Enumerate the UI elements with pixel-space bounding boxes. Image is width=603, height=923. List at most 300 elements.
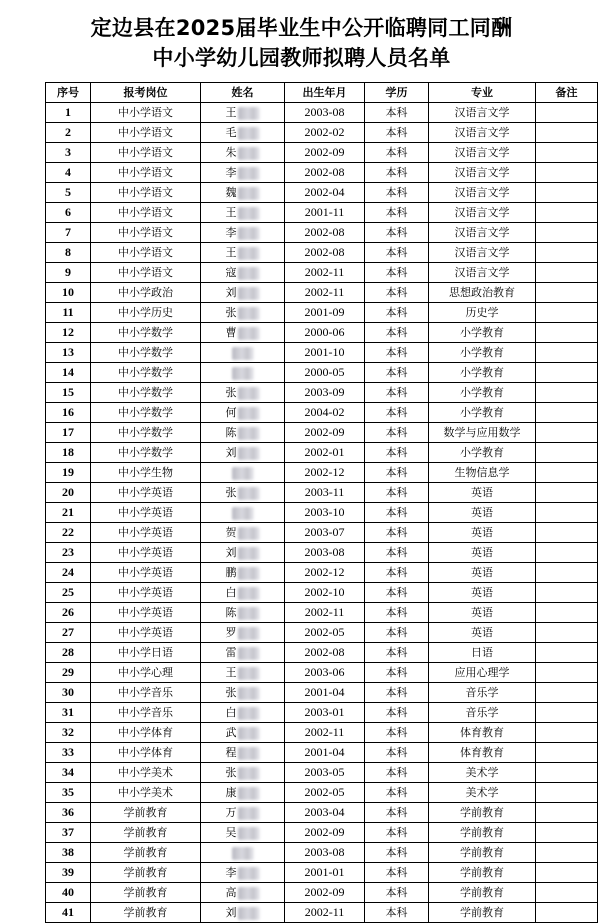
row-birth: 2003-08 [285,843,365,863]
row-name [201,863,285,883]
row-note [536,303,598,323]
row-birth: 2002-01 [285,443,365,463]
row-name [201,183,285,203]
document-title-line2: 中小学幼儿园教师拟聘人员名单 [152,46,451,70]
row-number: 16 [46,403,91,423]
row-education: 本科 [365,743,429,763]
row-number: 36 [46,803,91,823]
row-note [536,123,598,143]
redaction-blur [238,747,260,760]
row-birth: 2002-08 [285,223,365,243]
row-name-text: 刘 [225,446,237,459]
row-number: 41 [46,903,91,923]
row-name [201,903,285,923]
row-birth: 2001-09 [285,303,365,323]
row-number: 6 [46,203,91,223]
row-post: 中小学数学 [91,443,201,463]
table-row [46,903,598,923]
row-birth: 2003-01 [285,703,365,723]
row-major: 音乐学 [429,683,536,703]
redaction-blur [238,127,260,140]
row-post: 中小学语文 [91,123,201,143]
table-row [46,123,598,143]
row-major: 英语 [429,603,536,623]
table-row [46,103,598,123]
row-education: 本科 [365,283,429,303]
row-name [201,323,285,343]
redaction-blur [238,327,260,340]
row-number: 17 [46,423,91,443]
table-row [46,423,598,443]
row-number: 37 [46,823,91,843]
row-name [201,783,285,803]
row-note [536,763,598,783]
row-major: 学前教育 [429,803,536,823]
row-name [201,623,285,643]
row-note [536,803,598,823]
row-birth: 2002-09 [285,143,365,163]
redaction-blur [238,167,260,180]
row-major: 英语 [429,583,536,603]
redaction-blur [238,727,260,740]
row-number: 38 [46,843,91,863]
row-major: 英语 [429,623,536,643]
row-major: 英语 [429,543,536,563]
redaction-blur [238,807,260,820]
row-name-text: 曹 [225,326,237,339]
row-name [201,143,285,163]
row-major: 英语 [429,503,536,523]
row-note [536,363,598,383]
row-number: 12 [46,323,91,343]
table-row [46,383,598,403]
table-row [46,463,598,483]
row-major: 学前教育 [429,903,536,923]
row-number: 29 [46,663,91,683]
row-note [536,383,598,403]
row-name [201,363,285,383]
table-row [46,843,598,863]
table-row [46,283,598,303]
row-major: 汉语言文学 [429,263,536,283]
row-major: 小学教育 [429,323,536,343]
row-note [536,683,598,703]
table-header-row [46,83,598,103]
row-post: 中小学英语 [91,543,201,563]
table-row [46,403,598,423]
row-number: 2 [46,123,91,143]
redaction-blur [238,487,260,500]
row-education: 本科 [365,903,429,923]
table-row [46,603,598,623]
row-birth: 2003-11 [285,483,365,503]
row-major: 汉语言文学 [429,203,536,223]
row-name [201,383,285,403]
row-number: 11 [46,303,91,323]
row-post: 中小学数学 [91,383,201,403]
row-name [201,723,285,743]
row-note [536,743,598,763]
row-birth: 2001-10 [285,343,365,363]
redaction-blur [238,107,260,120]
redaction-blur [238,547,260,560]
row-major: 汉语言文学 [429,143,536,163]
table-row [46,143,598,163]
row-major: 汉语言文学 [429,183,536,203]
row-note [536,703,598,723]
row-education: 本科 [365,603,429,623]
row-birth: 2002-08 [285,163,365,183]
row-major: 历史学 [429,303,536,323]
row-name-text: 张 [225,386,237,399]
row-post: 中小学数学 [91,363,201,383]
row-note [536,323,598,343]
row-post: 中小学美术 [91,783,201,803]
redaction-blur [232,467,254,480]
row-name-text: 张 [225,486,237,499]
row-birth: 2002-08 [285,643,365,663]
redaction-blur [238,647,260,660]
row-name [201,523,285,543]
row-birth: 2003-08 [285,543,365,563]
redaction-blur [238,187,260,200]
row-note [536,583,598,603]
row-number: 9 [46,263,91,283]
row-post: 中小学英语 [91,503,201,523]
redaction-blur [238,307,260,320]
row-name [201,343,285,363]
row-birth: 2003-04 [285,803,365,823]
row-major: 体育教育 [429,743,536,763]
row-post: 中小学英语 [91,623,201,643]
table-row [46,203,598,223]
row-name-text: 朱 [225,146,237,159]
row-name-text: 李 [225,866,237,879]
row-number: 31 [46,703,91,723]
row-note [536,843,598,863]
row-education: 本科 [365,723,429,743]
row-post: 中小学语文 [91,263,201,283]
table-row [46,803,598,823]
redaction-blur [232,347,254,360]
table-row [46,523,598,543]
row-note [536,243,598,263]
row-name [201,583,285,603]
row-note [536,343,598,363]
row-post: 中小学语文 [91,203,201,223]
row-birth: 2002-04 [285,183,365,203]
row-note [536,563,598,583]
table-row [46,683,598,703]
row-name-text: 高 [225,886,237,899]
table-row [46,563,598,583]
table-row [46,643,598,663]
row-number: 7 [46,223,91,243]
row-major: 学前教育 [429,883,536,903]
redaction-blur [238,527,260,540]
row-number: 39 [46,863,91,883]
row-major: 英语 [429,483,536,503]
header-cell: 报考岗位 [91,83,201,103]
redaction-blur [238,907,260,920]
row-post: 中小学音乐 [91,703,201,723]
row-post: 学前教育 [91,883,201,903]
row-birth: 2002-11 [285,903,365,923]
row-number: 34 [46,763,91,783]
row-note [536,183,598,203]
row-name-text: 吴 [225,826,237,839]
row-education: 本科 [365,883,429,903]
row-name [201,883,285,903]
row-note [536,143,598,163]
table-row [46,863,598,883]
row-education: 本科 [365,423,429,443]
table-row [46,763,598,783]
row-major: 生物信息学 [429,463,536,483]
row-major: 思想政治教育 [429,283,536,303]
table-row [46,183,598,203]
row-birth: 2002-11 [285,263,365,283]
row-major: 应用心理学 [429,663,536,683]
row-name-text: 刘 [225,286,237,299]
redaction-blur [238,427,260,440]
row-number: 27 [46,623,91,643]
row-number: 3 [46,143,91,163]
row-education: 本科 [365,703,429,723]
redaction-blur [238,147,260,160]
row-name-text: 李 [225,166,237,179]
row-number: 18 [46,443,91,463]
row-name-text: 万 [225,806,237,819]
row-number: 24 [46,563,91,583]
row-note [536,883,598,903]
row-birth: 2000-06 [285,323,365,343]
table-row [46,783,598,803]
row-note [536,663,598,683]
redaction-blur [232,507,254,520]
row-name-text: 魏 [225,186,237,199]
row-note [536,783,598,803]
row-name-text: 武 [225,726,237,739]
table-row [46,703,598,723]
row-major: 美术学 [429,783,536,803]
row-education: 本科 [365,263,429,283]
row-post: 中小学历史 [91,303,201,323]
redaction-blur [238,247,260,260]
row-name [201,423,285,443]
row-name [201,123,285,143]
row-note [536,903,598,923]
row-birth: 2002-12 [285,463,365,483]
row-name [201,683,285,703]
row-number: 21 [46,503,91,523]
row-post: 中小学生物 [91,463,201,483]
row-number: 25 [46,583,91,603]
row-major: 汉语言文学 [429,223,536,243]
row-post: 中小学日语 [91,643,201,663]
table-row [46,503,598,523]
row-note [536,483,598,503]
row-note [536,223,598,243]
row-education: 本科 [365,523,429,543]
row-number: 13 [46,343,91,363]
row-name-text: 寇 [225,266,237,279]
row-birth: 2003-08 [285,103,365,123]
row-birth: 2004-02 [285,403,365,423]
row-birth: 2002-02 [285,123,365,143]
row-post: 学前教育 [91,823,201,843]
row-birth: 2001-11 [285,203,365,223]
table-row [46,483,598,503]
row-birth: 2003-06 [285,663,365,683]
redaction-blur [238,387,260,400]
row-number: 8 [46,243,91,263]
header-cell: 出生年月 [285,83,365,103]
row-birth: 2003-09 [285,383,365,403]
row-name-text: 李 [225,226,237,239]
row-major: 小学教育 [429,403,536,423]
row-name [201,763,285,783]
row-birth: 2002-09 [285,423,365,443]
row-post: 学前教育 [91,803,201,823]
row-name [201,703,285,723]
redaction-blur [238,767,260,780]
row-education: 本科 [365,183,429,203]
row-note [536,103,598,123]
row-name [201,303,285,323]
row-birth: 2002-05 [285,623,365,643]
table-row [46,243,598,263]
row-note [536,163,598,183]
row-name [201,843,285,863]
table-row [46,343,598,363]
row-major: 汉语言文学 [429,123,536,143]
table-row [46,363,598,383]
row-birth: 2001-04 [285,683,365,703]
row-note [536,423,598,443]
row-note [536,503,598,523]
row-education: 本科 [365,343,429,363]
redaction-blur [238,407,260,420]
row-number: 10 [46,283,91,303]
candidate-table [45,82,598,923]
row-name-text: 陈 [225,606,237,619]
row-name [201,803,285,823]
row-education: 本科 [365,203,429,223]
redaction-blur [238,627,260,640]
row-post: 中小学语文 [91,163,201,183]
row-education: 本科 [365,163,429,183]
row-name [201,243,285,263]
row-major: 学前教育 [429,843,536,863]
row-name-text: 王 [225,666,237,679]
row-number: 22 [46,523,91,543]
row-birth: 2002-09 [285,883,365,903]
row-education: 本科 [365,403,429,423]
redaction-blur [238,607,260,620]
row-number: 4 [46,163,91,183]
row-post: 中小学美术 [91,763,201,783]
row-number: 26 [46,603,91,623]
row-name-text: 贺 [225,526,237,539]
row-major: 小学教育 [429,363,536,383]
row-post: 中小学数学 [91,323,201,343]
row-major: 美术学 [429,763,536,783]
row-name [201,663,285,683]
row-major: 英语 [429,523,536,543]
row-major: 汉语言文学 [429,243,536,263]
row-major: 小学教育 [429,443,536,463]
row-note [536,443,598,463]
row-name [201,443,285,463]
row-post: 学前教育 [91,903,201,923]
row-name-text: 刘 [225,546,237,559]
row-education: 本科 [365,683,429,703]
redaction-blur [232,367,254,380]
row-education: 本科 [365,563,429,583]
row-post: 中小学语文 [91,143,201,163]
redaction-blur [238,227,260,240]
row-name [201,163,285,183]
row-post: 中小学体育 [91,743,201,763]
redaction-blur [238,687,260,700]
row-name [201,263,285,283]
row-name-text: 毛 [225,126,237,139]
row-number: 14 [46,363,91,383]
row-note [536,603,598,623]
row-name-text: 刘 [225,906,237,919]
row-education: 本科 [365,383,429,403]
header-cell: 姓名 [201,83,285,103]
row-number: 30 [46,683,91,703]
table-row [46,723,598,743]
row-number: 20 [46,483,91,503]
row-number: 33 [46,743,91,763]
row-major: 数学与应用数学 [429,423,536,443]
row-education: 本科 [365,643,429,663]
row-name-text: 鹏 [225,566,237,579]
row-name-text: 王 [225,246,237,259]
row-education: 本科 [365,783,429,803]
row-number: 23 [46,543,91,563]
row-post: 中小学政治 [91,283,201,303]
row-name [201,643,285,663]
row-birth: 2002-11 [285,723,365,743]
row-name-text: 雷 [225,646,237,659]
row-major: 汉语言文学 [429,103,536,123]
row-birth: 2001-04 [285,743,365,763]
redaction-blur [238,267,260,280]
row-name-text: 白 [225,706,237,719]
table-row [46,223,598,243]
row-birth: 2002-08 [285,243,365,263]
row-education: 本科 [365,583,429,603]
row-education: 本科 [365,803,429,823]
row-education: 本科 [365,823,429,843]
table-row [46,303,598,323]
row-major: 学前教育 [429,863,536,883]
row-education: 本科 [365,363,429,383]
redaction-blur [238,587,260,600]
row-post: 中小学英语 [91,583,201,603]
row-post: 中小学心理 [91,663,201,683]
row-name [201,483,285,503]
row-birth: 2003-10 [285,503,365,523]
row-birth: 2000-05 [285,363,365,383]
row-post: 中小学语文 [91,243,201,263]
table-row [46,323,598,343]
table-row [46,443,598,463]
